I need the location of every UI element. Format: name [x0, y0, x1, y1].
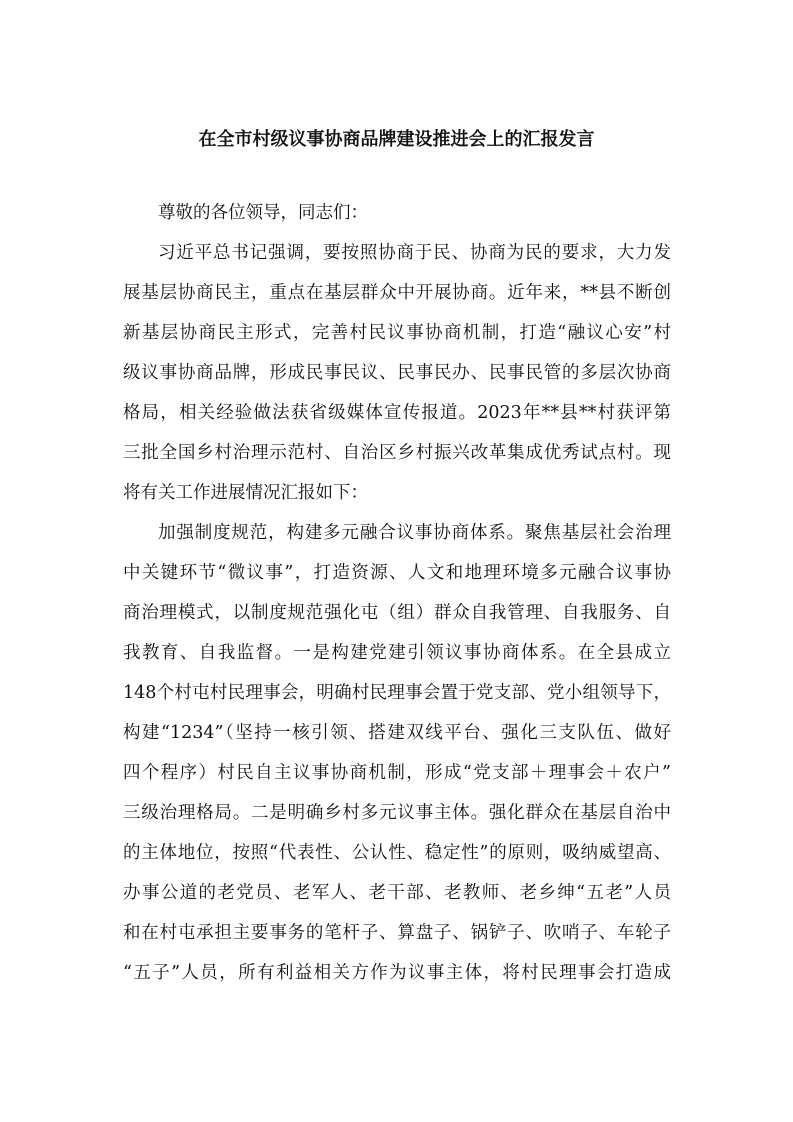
- paragraph-line: 办事公道的老党员、老军人、老干部、老教师、老乡绅“五老”人员: [123, 883, 671, 903]
- paragraph-line: 四个程序）村民自主议事协商机制，形成“党支部＋理事会＋农户”: [123, 763, 671, 783]
- paragraph-line: 和在村屯承担主要事务的笔杆子、算盘子、锅铲子、吹哨子、车轮子: [123, 923, 671, 943]
- paragraph-line: 我教育、自我监督。一是构建党建引领议事协商体系。在全县成立: [123, 643, 671, 663]
- paragraph-line: 148个村屯村民理事会，明确村民理事会置于党支部、党小组领导下，: [123, 683, 671, 703]
- salutation-line: 尊敬的各位领导，同志们：: [158, 203, 368, 223]
- paragraph-line: “五子”人员，所有利益相关方作为议事主体，将村民理事会打造成: [123, 963, 671, 983]
- paragraph-line: 级议事协商品牌，形成民事民议、民事民办、民事民管的多层次协商: [123, 363, 671, 383]
- paragraph-line: 三级治理格局。二是明确乡村多元议事主体。强化群众在基层自治中: [123, 803, 671, 823]
- paragraph-line: 格局，相关经验做法获省级媒体宣传报道。2023年**县**村获评第: [123, 403, 671, 423]
- paragraph-line: 将有关工作进展情况汇报如下：: [123, 483, 368, 503]
- paragraph-line: 的主体地位，按照“代表性、公认性、稳定性”的原则，吸纳威望高、: [123, 843, 671, 863]
- paragraph-line: 展基层协商民主，重点在基层群众中开展协商。近年来，**县不断创: [123, 283, 671, 303]
- document-title: 在全市村级议事协商品牌建设推进会上的汇报发言: [198, 129, 595, 150]
- paragraph-line: 加强制度规范，构建多元融合议事协商体系。聚焦基层社会治理: [158, 523, 671, 543]
- paragraph-line: 习近平总书记强调，要按照协商于民、协商为民的要求，大力发: [158, 243, 671, 263]
- paragraph-line: 构建“1234”（坚持一核引领、搭建双线平台、强化三支队伍、做好: [123, 723, 671, 743]
- paragraph-line: 中关键环节“微议事”，打造资源、人文和地理环境多元融合议事协: [123, 563, 671, 583]
- paragraph-line: 商治理模式，以制度规范强化屯（组）群众自我管理、自我服务、自: [123, 603, 671, 623]
- document-body: [123, 193, 671, 993]
- paragraph-line: 新基层协商民主形式，完善村民议事协商机制，打造“融议心安”村: [123, 323, 671, 343]
- paragraph-line: 三批全国乡村治理示范村、自治区乡村振兴改革集成优秀试点村。现: [123, 443, 671, 463]
